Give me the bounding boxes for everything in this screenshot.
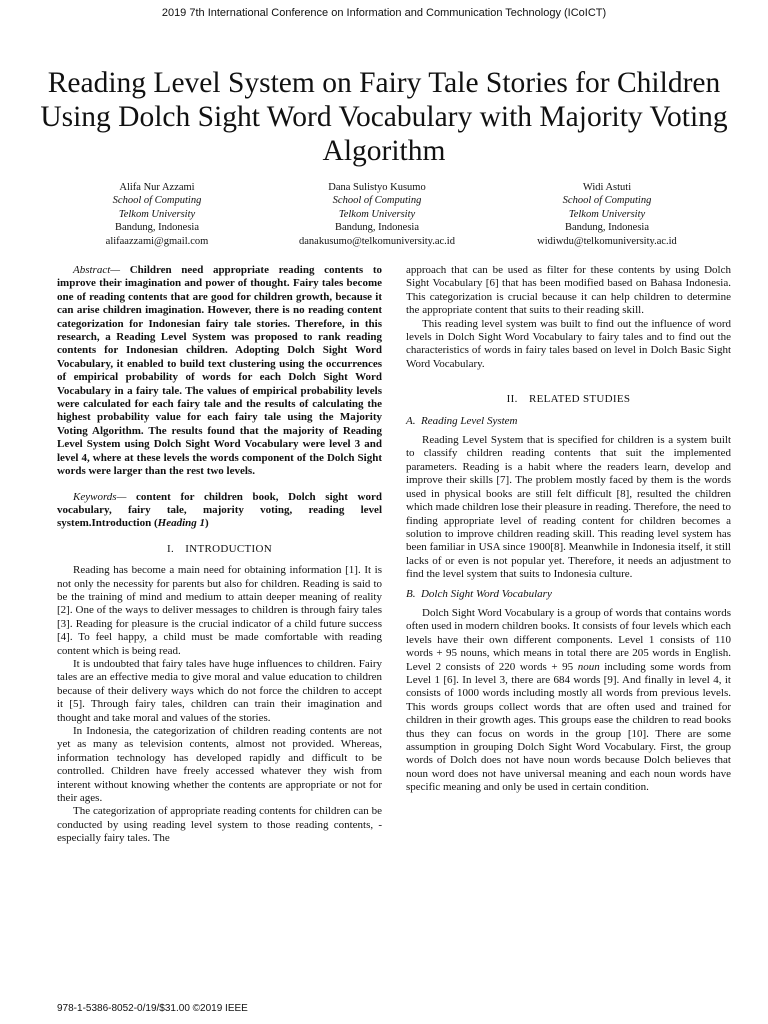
author-block [0,181,768,251]
keywords-close: ) [205,517,209,530]
intro-continued-paragraph: approach that can be used as filter for these contents by using Dolch Sight Vocabulary [6] that has been modified based on Bahasa Indonesia. This categorization is crucial because it can help children to determine the appropriate content that suits to their reading skill. [406,264,731,317]
author-email: widiwdu@telkomuniversity.ac.id [537,235,677,247]
paper-title: Reading Level System on Fairy Tale Stories for Children Using Dolch Sight Word Vocabulary with Majority Voting Algorithm [40,67,728,167]
author-location: Bandung, Indonesia [565,222,649,234]
intro-paragraph: In Indonesia, the categorization of children reading contents are not yet as many as television contents, almost not provided. Whereas, information technology has developed rapidly and difficult to be controlled. Children have freely accessed whatever they wish from interent without knowing whether the contents are appropriate or not for their ages. [57,725,382,805]
intro-paragraph: The categorization of appropriate reading contents for children can be conducted by using reading level system to those reading contents, - especially fairy tales. The [57,805,382,845]
section-heading-related-studies: II. RELATED STUDIES [506,393,631,406]
author-location: Bandung, Indonesia [115,222,199,234]
dolch-text-italic: noun [577,660,600,673]
dolch-paragraph [406,607,731,795]
author-name: Dana Sulistyo Kusumo [328,182,426,193]
keywords [57,491,382,531]
author-email: danakusumo@telkomuniversity.ac.id [299,235,455,247]
author-university: Telkom University [338,208,416,220]
copyright-footer: 978-1-5386-8052-0/19/$31.00 ©2019 IEEE [57,1003,248,1014]
dolch-text-pre: Dolch Sight Word Vocabulary is a group of words that contains words often used in modern children books. It consists of four levels which each levels have their own different components. Level 1 consists of 110 words + 95 nouns, which means in total there are 205 words in English. Level 2 consists of 220 words + 95 [406,606,731,673]
author-name: Alifa Nur Azzami [119,182,195,193]
abstract [57,264,382,479]
keywords-text: content for children book, Dolch sight word vocabulary, fairy tale, majority voting, reading level system.Introduction ( [57,490,382,530]
left-column [57,264,382,846]
author-school: School of Computing [332,195,422,207]
author-school: School of Computing [112,195,202,207]
conference-header: 2019 7th International Conference on Information and Communication Technology (ICoICT) [161,7,607,19]
subsection-heading-reading-level: A. Reading Level System [406,414,518,427]
intro-paragraph: This reading level system was built to find out the influence of word levels in Dolch Sight Word Vocabulary to fairy tales and to find out the characteristics of words in fairy tales based on level in Dolch Basic Sight Word Vocabulary. [406,317,731,370]
author-location: Bandung, Indonesia [335,222,419,234]
author-email: alifaazzami@gmail.com [105,235,209,247]
author-name: Widi Astuti [582,182,632,193]
intro-paragraph: It is undoubted that fairy tales have huge influences to children. Fairy tales are an effective media to give moral and value education to children because of their delivery ways which do not force the children to accept it [5]. Through fairy tales, children can train their imagination and thought and take moral and values of the stories. [57,657,382,724]
author-university: Telkom University [568,208,646,220]
author-university: Telkom University [118,208,196,220]
author-school: School of Computing [562,195,652,207]
keywords-lead: Keywords— [73,490,127,503]
author-3 [492,181,722,248]
subsection-heading-dolch: B. Dolch Sight Word Vocabulary [406,587,552,600]
author-2 [262,181,492,248]
dolch-text-post: including some words from Level 1 [6]. In level 3, there are 684 words [9]. And finally in level 4, it consists of 1000 words including mostly all words from previous levels. This words groups collect words that are often used and trained for children in their growth ages. This groups ease the children to read books thus they can focus on words in the group [10]. There are some assumption in grouping Dolch Sight Word Vocabulary. First, the group words of Dolch does not have noun words because Dolch believes that noun word does not have universal meaning and each noun words have specific meaning and only be used in certain condition. [406,660,731,794]
author-1 [42,181,272,248]
right-column [406,264,731,795]
section-heading-introduction: I. INTRODUCTION [166,542,272,555]
abstract-text: Children need appropriate reading contents to improve their imagination and power of thought. Fairy tales become one of reading contents that are good for children growth, because it can arise children imagination. However, there is no reading content categorization for Indonesian fairy tale stories. Therefore, in this research, a Reading Level System was proposed to rank reading contents for Indonesian children. Adopting Dolch Sight Word Vocabulary, it enabled to build text clustering using the occurrences of empirical probability of words for each Dolch Sight Word Vocabulary in a fairy tale. The values of empirical probability levels were calculated for each fairy tale and the results of calculating the highest probability value for each fairy tale using the Majority Voting Algorithm. The results found that the majority of Reading Level System using Dolch Sight Word Vocabulary were level 3 and level 4, where at these levels the words component of the Dolch Sight words were larger than the rest two levels. [57,264,382,478]
intro-paragraph: Reading has become a main need for obtaining information [1]. It is not only the necessity for parents but also for children. Reading is said to be the training of mind and medium to attain deeper meaning of reality [2]. One of the ways to deliver messages to children is through fairy tales [3]. Reading for pleasure is the crucial indicator of a child future success [4]. To feel happy, a child must be made comfortable with reading content which is being read. [57,564,382,657]
abstract-lead: Abstract— [73,264,121,276]
keywords-heading-ref: Heading 1 [157,517,206,530]
reading-level-paragraph: Reading Level System that is specified for children is a system built to classify children reading contents that suit the implemented parameters. Reading is a habit where the readers learn, develop and improve their skills [7]. The problem mostly faced by them is the words used in physical books are still felt difficult [8], resulted the children which made children lose their pleasure in reading. Therefore, the need to finding appropriate level of reading content for children becomes a solution to improve children reading skill. This reading level system has been familiar in USA since 1900[8]. Meanwhile in Indonesia itself, it still lacks of or even is not popular yet. Therefore, it needs an adjustment to find the level system that suits to Indonesia culture. [406,434,731,581]
